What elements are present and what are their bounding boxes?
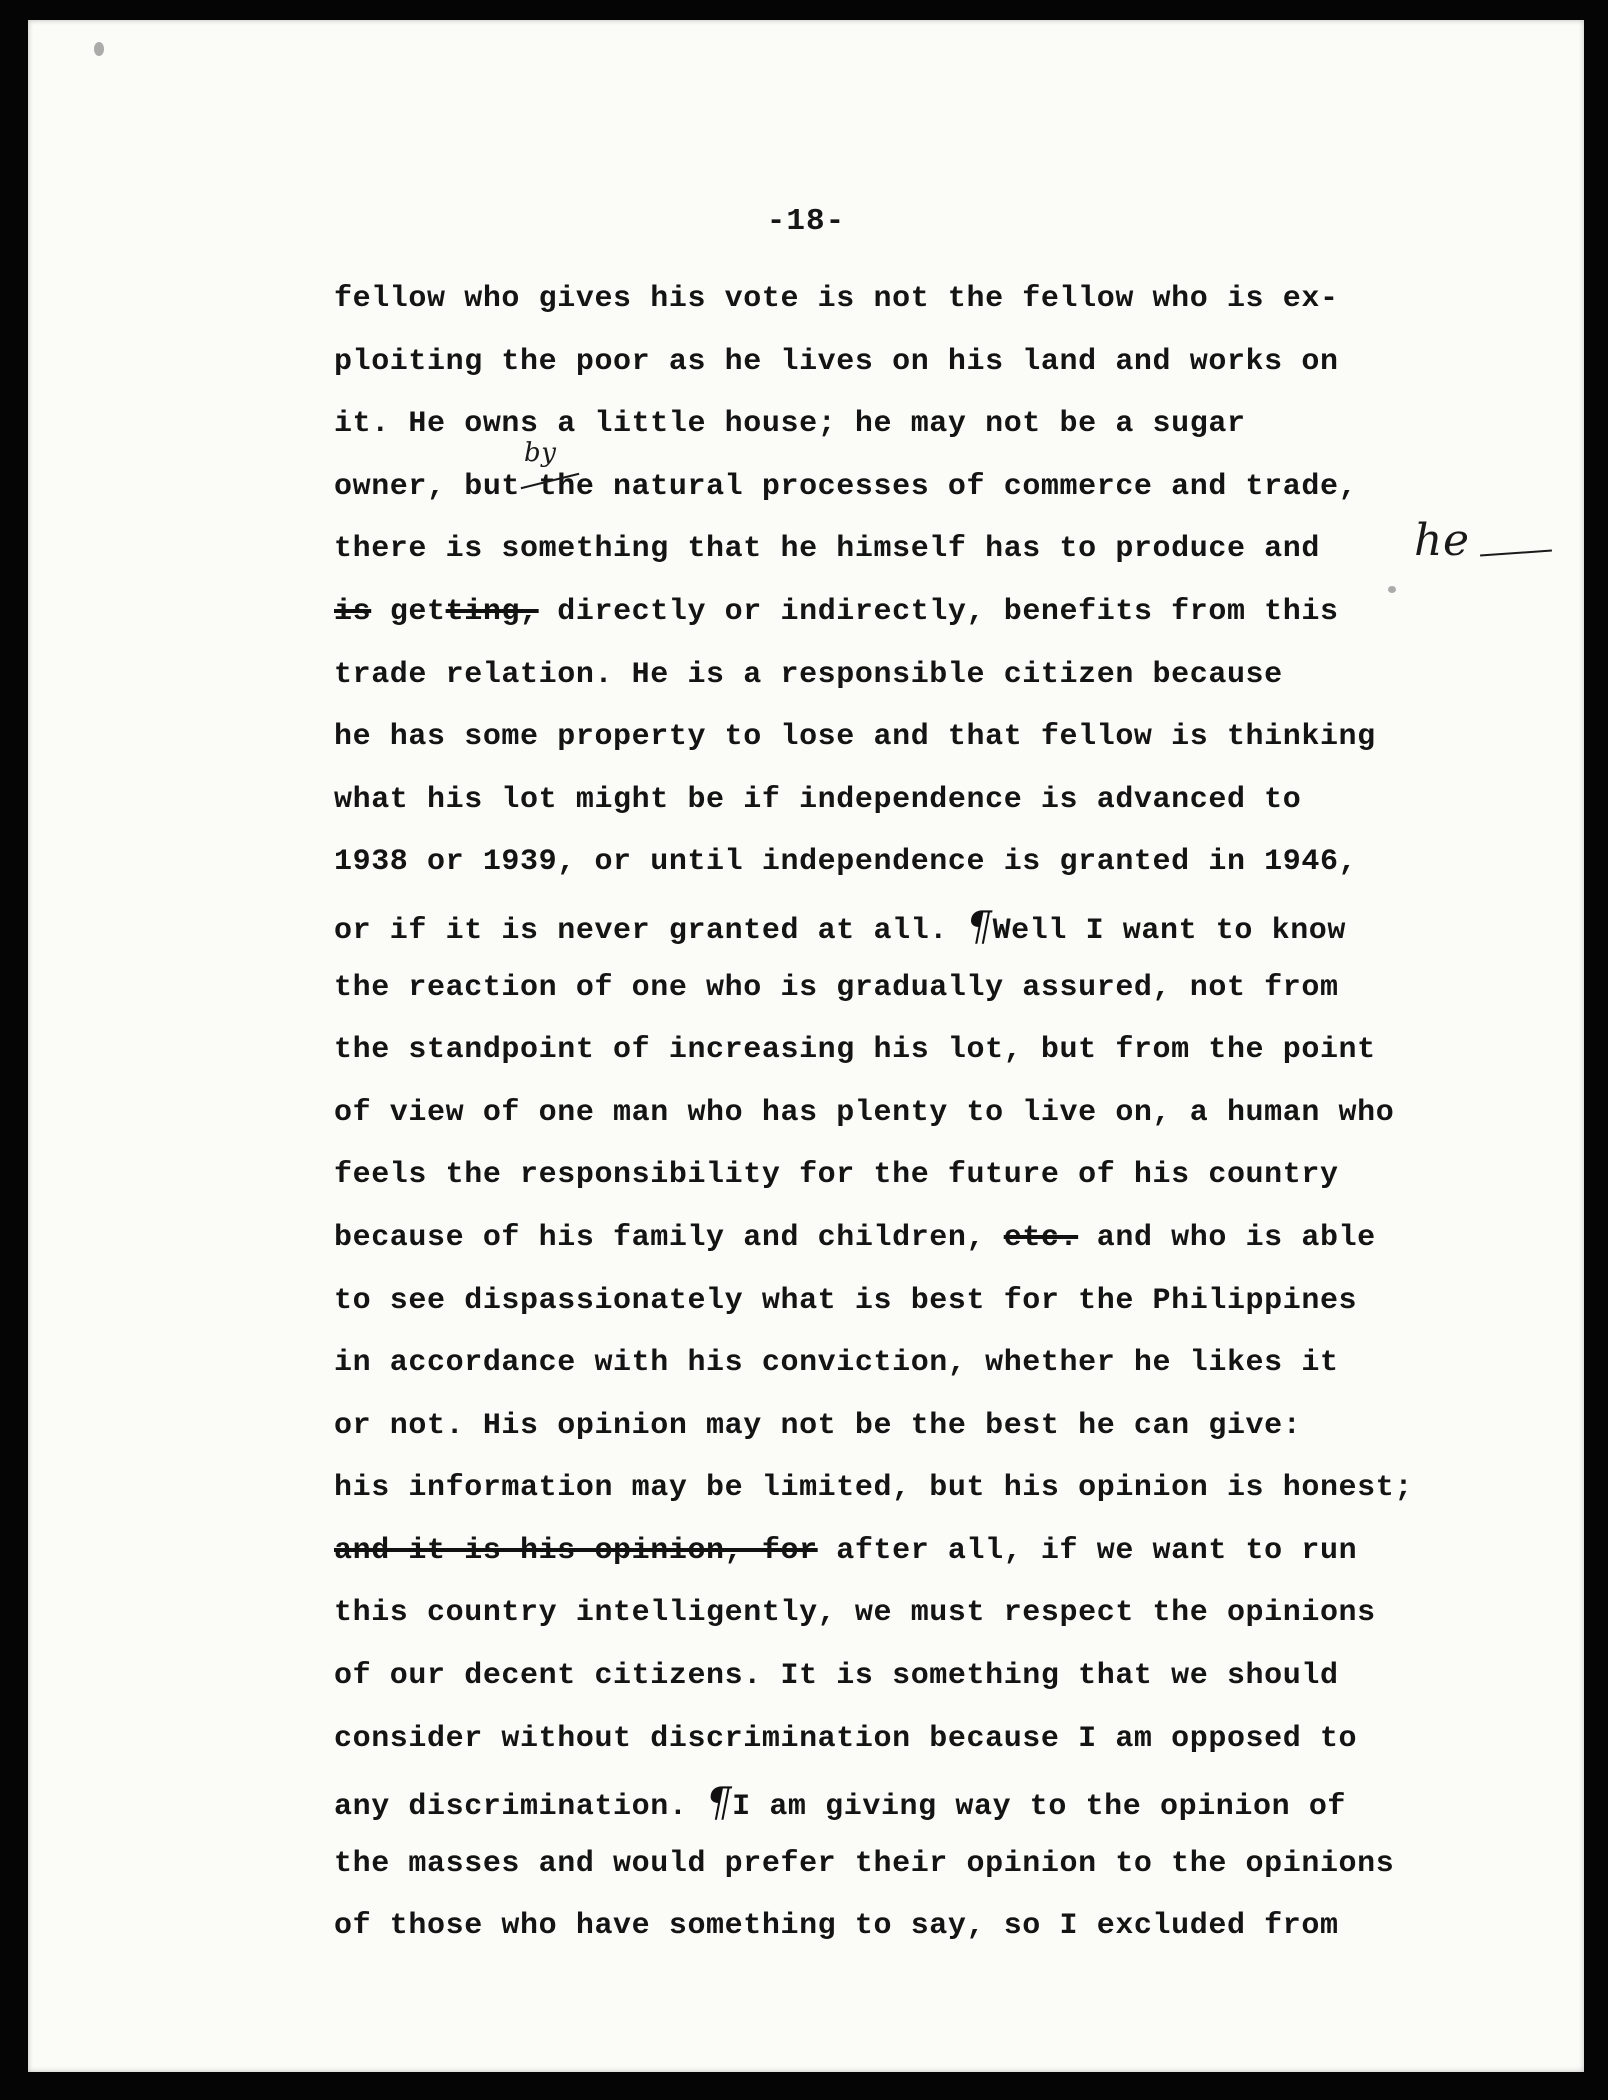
text-line: the reaction of one who is gradually assured, not from bbox=[334, 970, 1339, 1005]
text-line: to see dispassionately what is best for the Philippines bbox=[334, 1283, 1358, 1318]
text-segment: get bbox=[371, 594, 446, 629]
text-segment: or if it is never granted at all. bbox=[334, 913, 967, 948]
text-line bbox=[334, 1770, 1484, 1833]
text-segment: owner, but bbox=[334, 469, 539, 504]
text-line: he has some property to lose and that fellow is thinking bbox=[334, 720, 1376, 755]
text-segment: there is something that he himself has to produce and bbox=[334, 532, 1320, 567]
text-line: what his lot might be if independence is advanced to bbox=[334, 782, 1302, 817]
text-line bbox=[334, 515, 1484, 581]
text-line: in accordance with his conviction, whether he likes it bbox=[334, 1346, 1339, 1381]
typewritten-page bbox=[28, 20, 1584, 2072]
text-line: fellow who gives his vote is not the fellow who is ex- bbox=[334, 282, 1339, 316]
text-segment: the natural processes of commerce and trade, bbox=[538, 469, 1358, 504]
text-line: ploiting the poor as he lives on his land and works on bbox=[334, 344, 1339, 379]
text-line: it. He owns a little house; he may not be a sugar bbox=[334, 407, 1246, 442]
insertion-stroke bbox=[1480, 550, 1552, 557]
paragraph-mark-icon: ¶ bbox=[966, 903, 993, 950]
text-line bbox=[334, 1520, 1484, 1583]
text-segment: because of his family and children, bbox=[334, 1220, 1004, 1255]
text-line: his information may be limited, but his opinion is honest; bbox=[334, 1471, 1413, 1506]
text-line bbox=[334, 581, 1484, 644]
text-line: the masses and would prefer their opinion to the opinions bbox=[334, 1846, 1395, 1881]
struck-text: is bbox=[334, 594, 372, 629]
text-line bbox=[334, 1207, 1484, 1270]
scan-speck bbox=[94, 42, 104, 56]
text-line bbox=[334, 437, 1484, 519]
struck-text: ting, bbox=[445, 594, 539, 629]
text-segment: after all, if we want to run bbox=[817, 1533, 1358, 1568]
text-line: the standpoint of increasing his lot, but from the point bbox=[334, 1033, 1376, 1068]
text-line: trade relation. He is a responsible citizen because bbox=[334, 657, 1283, 692]
struck-text: and it is his opinion, for bbox=[334, 1533, 818, 1568]
text-line: 1938 or 1939, or until independence is granted in 1946, bbox=[334, 845, 1358, 880]
text-segment: Well I want to know bbox=[992, 913, 1347, 948]
text-line: of our decent citizens. It is something that we should bbox=[334, 1659, 1339, 1694]
text-line: of those who have something to say, so I excluded from bbox=[334, 1909, 1339, 1944]
handwritten-insertion: by bbox=[524, 437, 557, 468]
text-line bbox=[334, 894, 1484, 957]
text-segment: any discrimination. bbox=[334, 1790, 707, 1825]
page-number: -18- bbox=[766, 204, 846, 239]
text-line: of view of one man who has plenty to live on, a human who bbox=[334, 1095, 1395, 1130]
text-line: feels the responsibility for the future of his country bbox=[334, 1158, 1339, 1193]
handwritten-insertion: he bbox=[1414, 515, 1470, 567]
text-line: or not. His opinion may not be the best he can give: bbox=[334, 1408, 1302, 1443]
text-segment: I am giving way to the opinion of bbox=[732, 1790, 1347, 1825]
text-segment: and who is able bbox=[1078, 1220, 1376, 1255]
text-segment: directly or indirectly, benefits from this bbox=[538, 594, 1339, 629]
struck-text: etc. bbox=[1003, 1220, 1079, 1255]
body-text bbox=[334, 268, 1484, 1958]
text-line: consider without discrimination because I am opposed to bbox=[334, 1721, 1358, 1756]
paragraph-mark-icon: ¶ bbox=[706, 1780, 733, 1827]
text-line: this country intelligently, we must respect the opinions bbox=[334, 1596, 1376, 1631]
